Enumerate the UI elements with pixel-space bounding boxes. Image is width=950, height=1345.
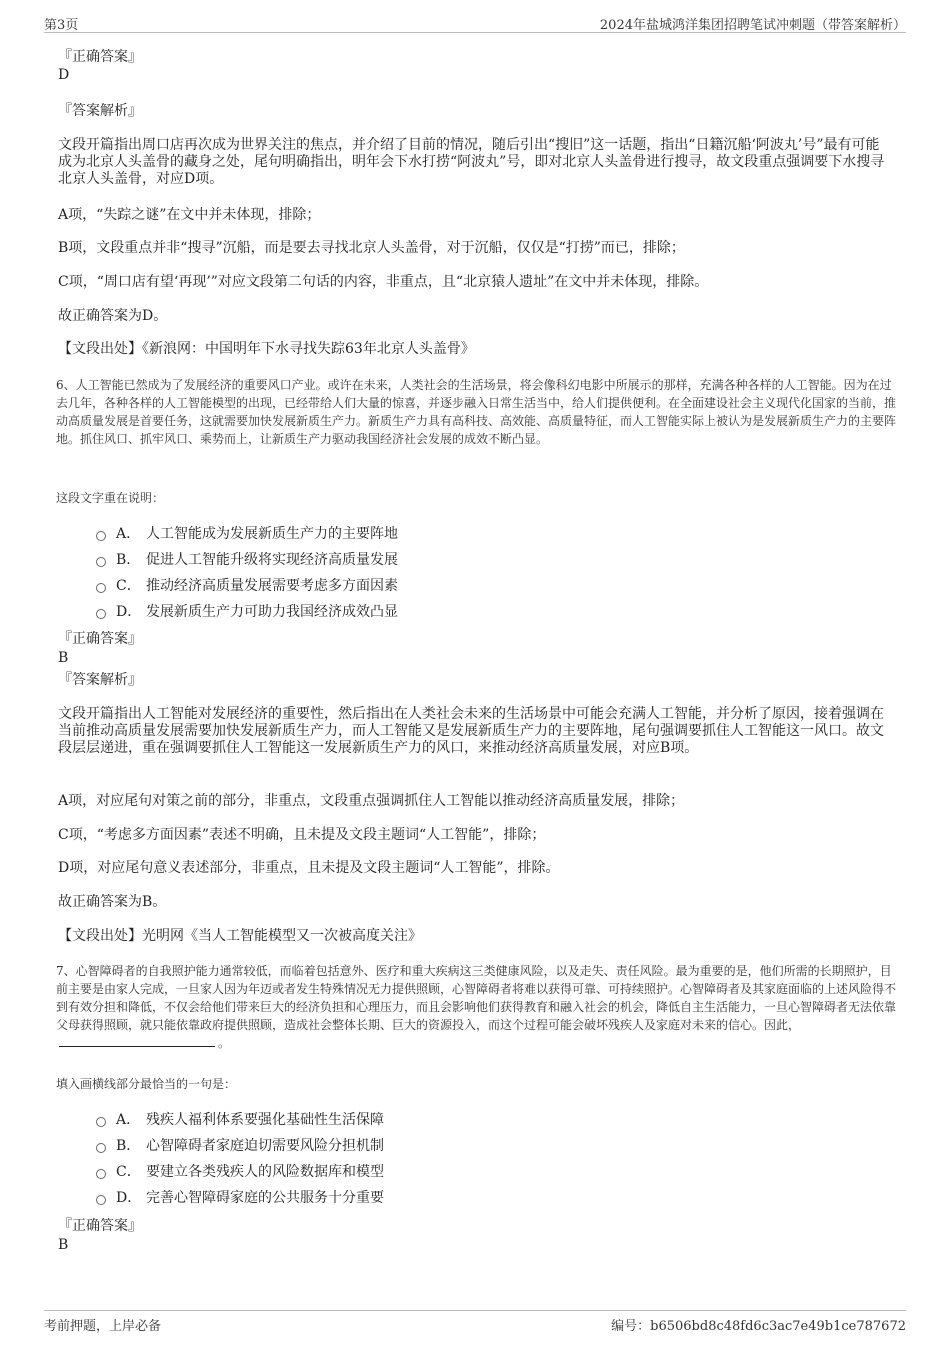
q7-prompt: 填入画横线部分最恰当的一句是：	[56, 1077, 237, 1091]
q5-answer: D	[58, 67, 70, 83]
q6-option-d-note: D项，对应尾句意义表述部分，非重点，且未提及文段主题词“人工智能”，排除。	[58, 860, 560, 876]
q6-option-d[interactable]: D． 发展新质生产力可助力我国经济成效凸显	[96, 603, 398, 621]
q6-option-c[interactable]: C． 推动经济高质量发展需要考虑多方面因素	[96, 577, 398, 595]
q7-option-a[interactable]: A． 残疾人福利体系要强化基础性生活保障	[96, 1111, 384, 1129]
q5-option-b-note: B项，文段重点并非“搜寻”沉船，而是要去寻找北京人头盖骨，对于沉船，仅仅是“打捞”而已，排除；	[58, 240, 685, 256]
radio-icon[interactable]	[96, 1117, 106, 1127]
radio-icon[interactable]	[96, 1169, 106, 1179]
q6-option-a[interactable]: A． 人工智能成为发展新质生产力的主要阵地	[96, 525, 398, 543]
q6-analysis-label: 『答案解析』	[58, 672, 142, 688]
q6-conclusion: 故正确答案为B。	[58, 894, 167, 910]
q5-option-c-note: C项，“周口店有望‘再现’”对应文段第二句话的内容，非重点，且“北京猿人遗址”在文中并未体现，排除。	[58, 274, 709, 290]
q5-source: 【文段出处】《新浪网：中国明年下水寻找失踪63年北京人头盖骨》	[58, 341, 475, 357]
radio-icon[interactable]	[96, 1195, 106, 1205]
radio-icon[interactable]	[96, 531, 106, 541]
q5-analysis: 文段开篇指出周口店再次成为世界关注的焦点，并介绍了目前的情况，随后引出“搜旧”这一话题，指出“日籍沉船‘阿波丸’号”最有可能成为北京人头盖骨的藏身之处，尾句明确指出，明年会下水打捞“阿波丸”号，即对北京人头盖骨进行搜寻，故文段重点强调要下水搜寻北京人头盖骨，对应D项。	[58, 137, 885, 187]
q6-analysis: 文段开篇指出人工智能对发展经济的重要性，然后指出在人类社会未来的生活场景中可能会充满人工智能，并分析了原因，接着强调在当前推动高质量发展需要加快发展新质生产力，而人工智能又是发展新质生产力的主要阵地，尾句强调要抓住人工智能这一风口。故文段层层递进，重在强调要抓住人工智能这一发展新质生产力的风口，来推动经济高质量发展，对应B项。	[58, 706, 884, 756]
q6-source: 【文段出处】光明网《当人工智能模型又一次被高度关注》	[58, 928, 422, 944]
q7-option-d[interactable]: D． 完善心智障碍家庭的公共服务十分重要	[96, 1189, 384, 1207]
q7-option-b[interactable]: B． 心智障碍者家庭迫切需要风险分担机制	[96, 1137, 384, 1155]
q6-option-a-note: A项，对应尾句对策之前的部分，非重点，文段重点强调抓住人工智能以推动经济高质量发展，排除；	[58, 793, 685, 809]
footer-slogan: 考前押题，上岸必备	[44, 1319, 162, 1334]
q6-stem: 6、人工智能已然成为了发展经济的重要风口产业。或许在未来，人类社会的生活场景，将会像科幻电影中所展示的那样，充满各种各样的人工智能。因为在过去几年，各种各样的人工智能模型的出现，已经带给人们大量的惊喜，并逐步融入日常生活当中，给人们提供便利。在全面建设社会主义现代化国家的当前，推动高质量发展是首要任务，这就需要加快发展新质生产力。新质生产力具有高科技、高效能、高质量特征，而人工智能实际上被认为是发展新质生产力的主要阵地。抓住风口、抓牢风口、乘势而上，让新质生产力驱动我国经济社会发展的成效不断凸显。	[56, 378, 897, 446]
q7-stem: 7、心智障碍者的自我照护能力通常较低，而临着包括意外、医疗和重大疾病这三类健康风险，以及走失、责任风险。最为重要的是，他们所需的长期照护，目前主要是由家人完成，一旦家人因为年迈或者发生特殊情况无力提供照顾，心智障碍者将难以获得可靠、可持续照护。心智障碍者及其家庭面临的上述风险得不到有效分担和降低，不仅会给他们带来巨大的经济负担和心理压力，而且会影响他们获得教育和融入社会的机会，降低自主生活能力，一旦心智障碍者无法依靠父母获得照顾，就只能依靠政府提供照顾，造成社会整体长期、巨大的资源投入，而这个过程可能会破坏残疾人及家庭对未来的信心。因此，。	[56, 964, 897, 1050]
page-header	[44, 12, 906, 33]
radio-icon[interactable]	[96, 1143, 106, 1153]
q6-option-b[interactable]: B． 促进人工智能升级将实现经济高质量发展	[96, 551, 398, 569]
radio-icon[interactable]	[96, 557, 106, 567]
page-number: 第3页	[44, 18, 79, 33]
q5-conclusion: 故正确答案为D。	[58, 308, 168, 324]
q5-answer-label: 『正确答案』	[58, 49, 142, 65]
q5-option-a-note: A项，“失踪之谜”在文中并未体现，排除；	[58, 207, 321, 223]
radio-icon[interactable]	[96, 609, 106, 619]
document-title: 2024年盐城鸿洋集团招聘笔试冲刺题（带答案解析）	[599, 18, 906, 33]
q7-answer: B	[58, 1237, 69, 1253]
fill-blank	[59, 1034, 215, 1047]
q7-answer-label: 『正确答案』	[58, 1218, 142, 1234]
page-footer	[44, 1310, 906, 1337]
q7-option-c[interactable]: C． 要建立各类残疾人的风险数据库和模型	[96, 1163, 384, 1181]
q6-prompt: 这段文字重在说明：	[56, 491, 165, 505]
document-id: 编号：b6506bd8c48fd6c3ac7e49b1ce787672	[611, 1319, 906, 1334]
q5-analysis-label: 『答案解析』	[58, 103, 142, 119]
q6-answer: B	[58, 650, 69, 666]
q6-answer-label: 『正确答案』	[58, 631, 142, 647]
radio-icon[interactable]	[96, 583, 106, 593]
q6-option-c-note: C项，“考虑多方面因素”表述不明确，且未提及文段主题词“人工智能”，排除；	[58, 827, 546, 843]
